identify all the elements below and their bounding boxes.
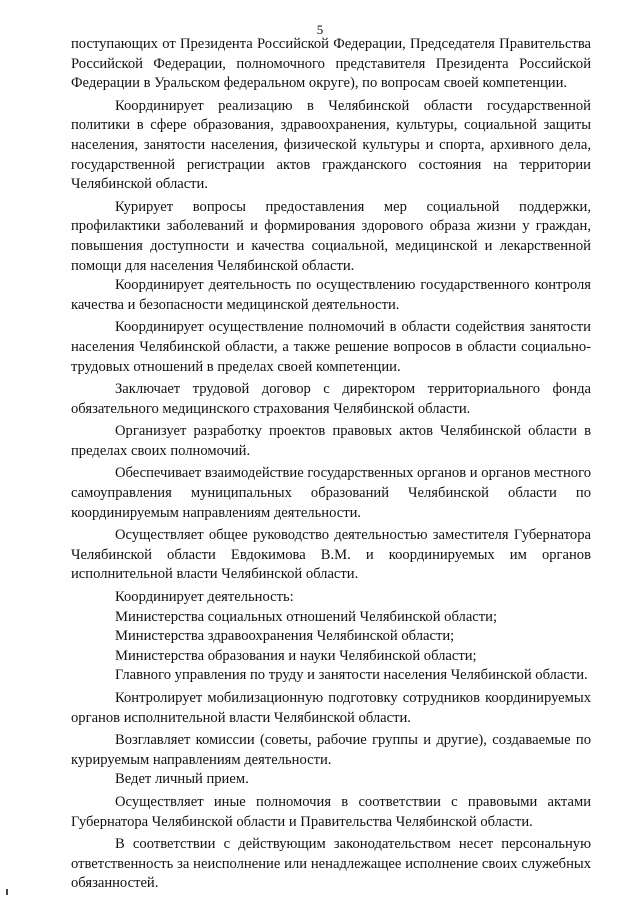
paragraph-employment: Координирует осуществление полномочий в области содействия занятости населения Челябинской области, а также решение вопросов в области социально-трудовых отношений в пределах своей компетенции. [71, 319, 591, 375]
paragraph-other-powers: Осуществляет иные полномочия в соответствии с правовыми актами Губернатора Челябинской области и Правительства Челябинской области. [71, 793, 591, 830]
paragraph-legal-acts: Организует разработку проектов правовых актов Челябинской области в пределах своих полномочий. [71, 423, 591, 459]
paragraph-general-management: Осуществляет общее руководство деятельностью заместителя Губернатора Челябинской области Евдокимова В.М. и координируемых им органов исполнительной власти Челябинской области. [71, 527, 591, 583]
page-number: 5 [316, 22, 324, 37]
scan-margin-mark [6, 889, 8, 895]
list-item-ministry-social: Министерства социальных отношений Челябинской области; [115, 608, 498, 625]
paragraph-reception: Ведет личный прием. [115, 771, 249, 788]
paragraph-medical-control: Координирует деятельность по осуществлению государственного контроля качества и безопасности медицинской деятельности. [71, 277, 591, 313]
paragraph-commissions: Возглавляет комиссии (советы, рабочие группы и другие), создаваемые по курируемым направлениям деятельности. [71, 732, 591, 768]
paragraph-mobilization: Контролирует мобилизационную подготовку сотрудников координируемых органов исполнительной власти Челябинской области. [71, 690, 591, 726]
list-item-ministry-health: Министерства здравоохранения Челябинской области; [115, 628, 455, 645]
list-item-ministry-education: Министерства образования и науки Челябинской области; [115, 647, 477, 664]
paragraph-responsibility: В соответствии с действующим законодательством несет персональную ответственность за неисполнение или ненадлежащее исполнение своих служебных обязанностей. [71, 836, 591, 892]
list-item-labor-directorate: Главного управления по труду и занятости населения Челябинской области. [115, 667, 588, 684]
paragraph-labor-contract: Заключает трудовой договор с директором территориального фонда обязательного медицинского страхования Челябинской области. [71, 381, 591, 417]
paragraph-coordinates-policy: Координирует реализацию в Челябинской области государственной политики в сфере образования, здравоохранения, культуры, социальной защиты населения, занятости населения, физической культуры и спорта, архивного дела, государственной регистрации актов гражданского состояния на территории Челябинской области. [71, 97, 591, 193]
paragraph-interaction: Обеспечивает взаимодействие государственных органов и органов местного самоуправления муниципальных образований Челябинской области по координируемым направлениям деятельности. [71, 465, 591, 521]
document-body [71, 35, 591, 894]
paragraph-coordinates-list-intro: Координирует деятельность: [115, 589, 294, 606]
paragraph-continuation: поступающих от Президента Российской Федерации, Председателя Правительства Российской Федерации, полномочного представителя Президента Российской Федерации в Уральском федеральном округе), по вопросам своей компетенции. [71, 36, 591, 92]
paragraph-supervises-support: Курирует вопросы предоставления мер социальной поддержки, профилактики заболеваний и формирования здорового образа жизни у граждан, повышения доступности и качества социальной, медицинской и лекарственной помощи для населения Челябинской области. [71, 198, 591, 274]
